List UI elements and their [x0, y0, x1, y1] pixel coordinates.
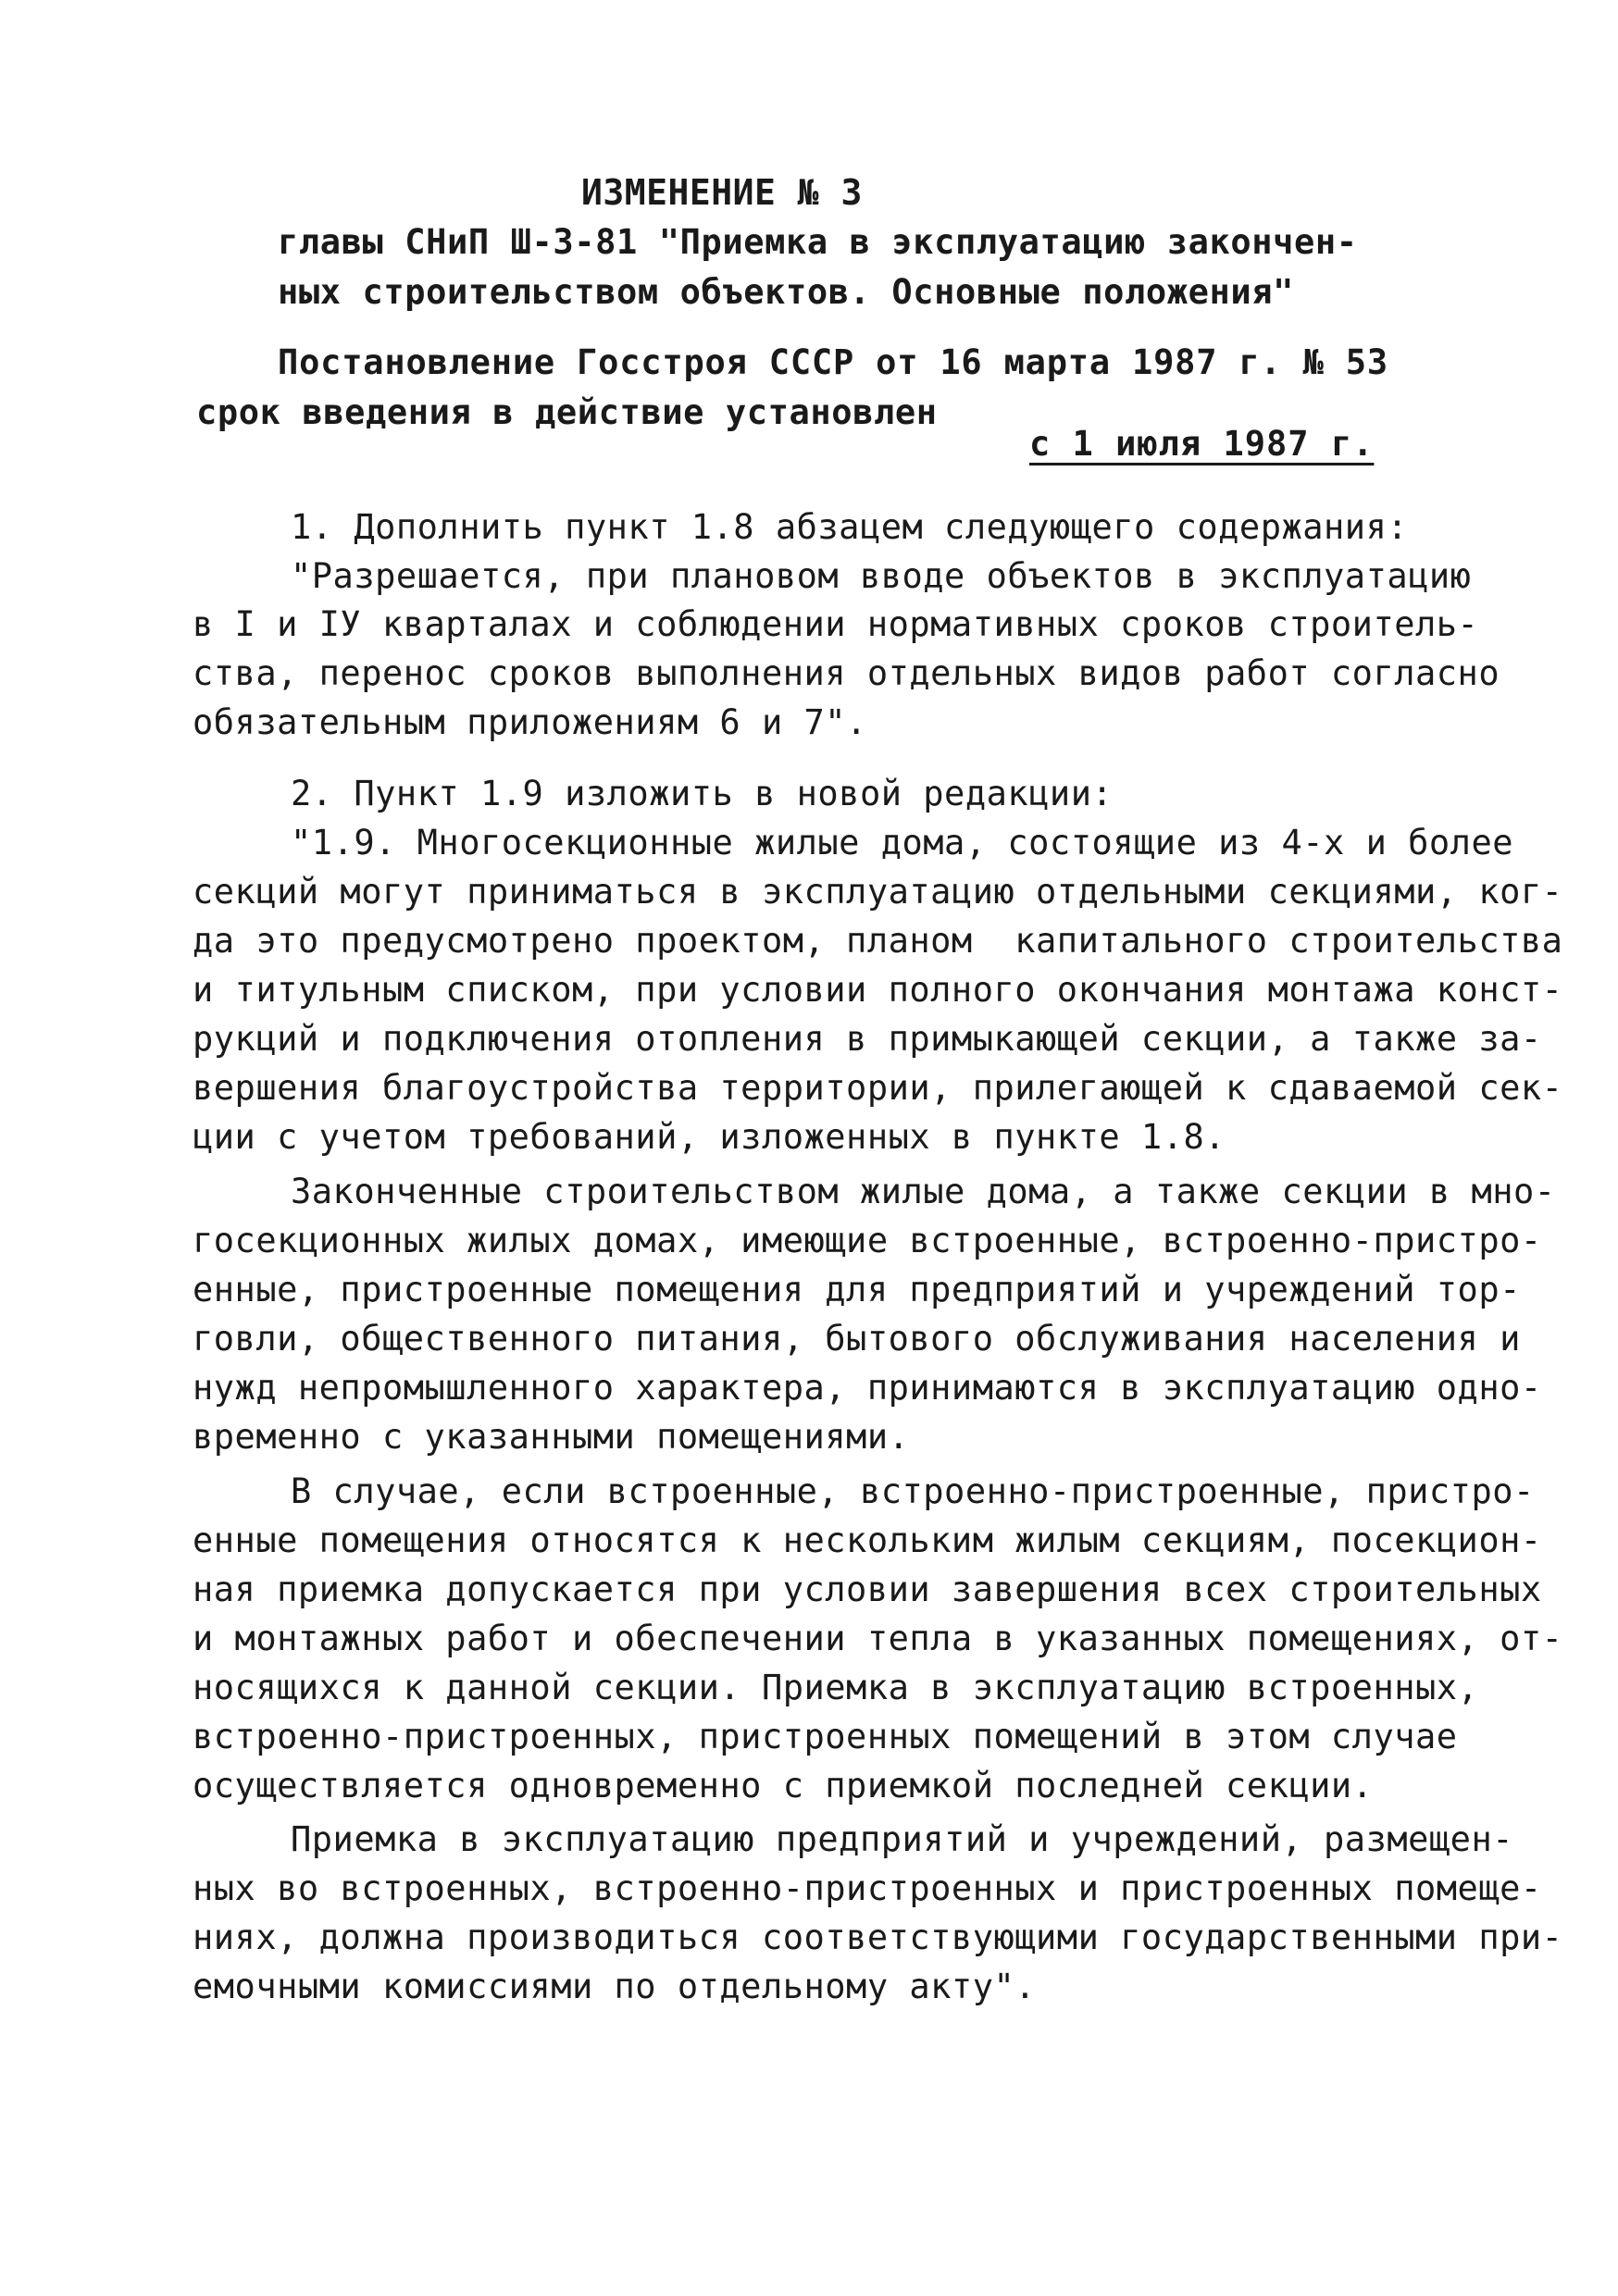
body-line: нужд непромышленного характера, принимаются в эксплуатацию одно- [193, 1368, 1542, 1408]
body-line: и титульным списком, при условии полного окончания монтажа конст- [193, 970, 1563, 1010]
document-subtitle-line-2: ных строительством объектов. Основные положения" [278, 272, 1295, 312]
body-line: осуществляется одновременно с приемкой последней секции. [193, 1766, 1374, 1806]
body-line: секций могут приниматься в эксплуатацию отдельными секциями, ког- [193, 872, 1563, 912]
body-line: "Разрешается, при плановом вводе объектов в эксплуатацию [291, 556, 1472, 596]
body-line: 2. Пункт 1.9 изложить в новой редакции: [291, 774, 1114, 813]
body-line: рукций и подключения отопления в примыкающей секции, а также за- [193, 1019, 1542, 1059]
effective-term-label: срок введения в действие установлен [196, 392, 938, 432]
body-line: енные помещения относятся к нескольким жилым секциям, посекцион- [193, 1520, 1542, 1560]
body-line: ных во встроенных, встроенно-пристроенных и пристроенных помеще- [193, 1868, 1542, 1908]
document-subtitle-line-1: главы СНиП Ш-3-81 "Приемка в эксплуатацию закончен- [278, 222, 1358, 262]
body-line: Законченные строительством жилые дома, а также секции в мно- [291, 1172, 1556, 1211]
body-line: говли, общественного питания, бытового обслуживания населения и [193, 1319, 1521, 1359]
body-line: ниях, должна производиться соответствующими государственными при- [193, 1917, 1563, 1957]
body-line: обязательным приложениям 6 и 7". [193, 702, 867, 742]
body-line: 1. Дополнить пункт 1.8 абзацем следующего содержания: [291, 507, 1409, 547]
body-line: ции с учетом требований, изложенных в пункте 1.8. [193, 1117, 1226, 1157]
body-line: да это предусмотрено проектом, планом капитального строительства [193, 921, 1563, 961]
body-line: носящихся к данной секции. Приемка в эксплуатацию встроенных, [193, 1668, 1479, 1707]
body-line: ства, перенос сроков выполнения отдельных видов работ согласно [193, 653, 1500, 693]
decree-reference: Постановление Госстроя СССР от 16 марта 1987 г. № 53 [278, 342, 1388, 382]
document-title: ИЗМЕНЕНИЕ № 3 [581, 172, 863, 213]
body-line: емочными комиссиями по отдельному акту". [193, 1967, 1037, 2006]
body-line: ная приемка допускается при условии завершения всех строительных [193, 1570, 1542, 1609]
body-line: в I и IУ кварталах и соблюдении нормативных сроков строитель- [193, 604, 1479, 644]
body-line: встроенно-пристроенных, пристроенных помещений в этом случае [193, 1717, 1458, 1756]
body-line: временно с указанными помещениями. [193, 1417, 910, 1457]
body-line: госекционных жилых домах, имеющие встроенные, встроенно-пристро- [193, 1221, 1542, 1260]
body-line: В случае, если встроенные, встроенно-пристроенные, пристро- [291, 1471, 1535, 1511]
body-line: и монтажных работ и обеспечении тепла в указанных помещениях, от- [193, 1619, 1563, 1658]
body-line: енные, пристроенные помещения для предприятий и учреждений тор- [193, 1270, 1521, 1309]
effective-date: с 1 июля 1987 г. [1029, 424, 1375, 464]
body-line: вершения благоустройства территории, прилегающей к сдаваемой сек- [193, 1068, 1563, 1108]
body-line: "1.9. Многосекционные жилые дома, состоящие из 4-х и более [291, 823, 1514, 863]
body-line: Приемка в эксплуатацию предприятий и учреждений, размещен- [291, 1819, 1514, 1859]
